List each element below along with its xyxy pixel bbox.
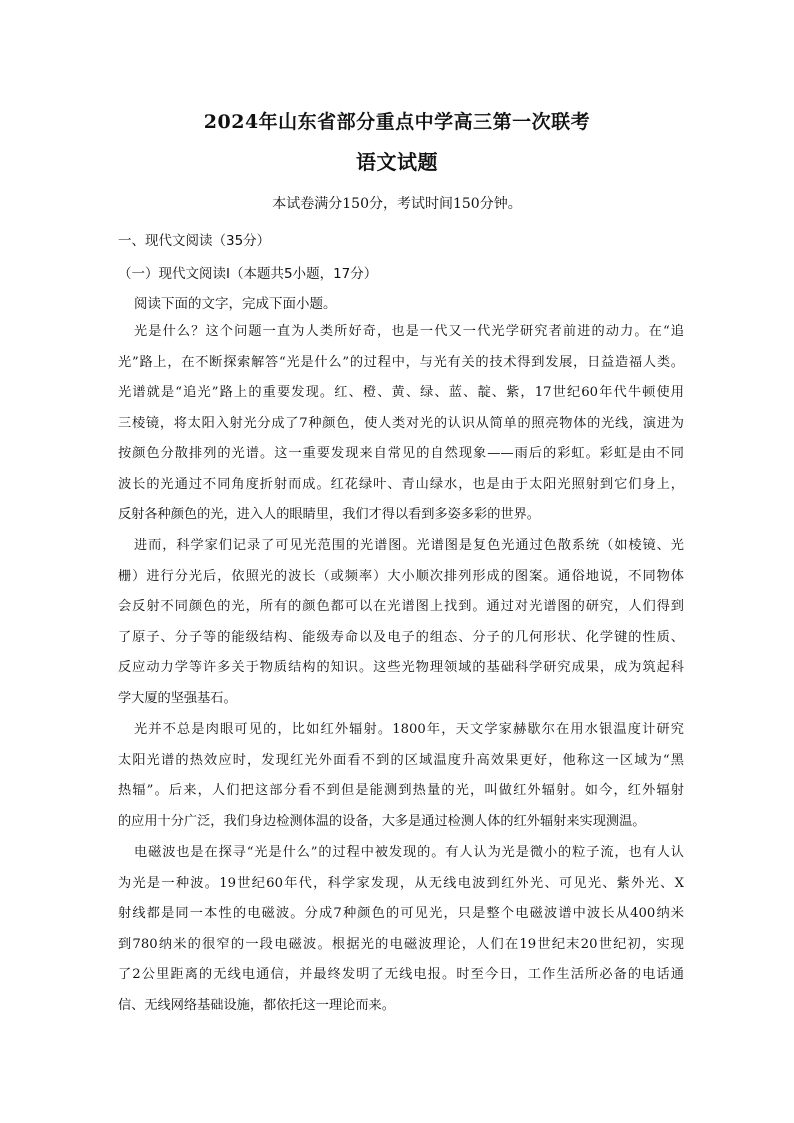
paragraph-line: 反射各种颜色的光，进入人的眼睛里，我们才得以看到多姿多彩的世界。	[118, 507, 540, 522]
paragraph-line: 光并不总是肉眼可见的，比如红外辐射。1800年，天文学家赫歇尔在用水银温度计研究	[134, 722, 684, 737]
paragraph-line: 的应用十分广泛，我们身边检测体温的设备，大多是通过检测人体的红外辐射来实现测温。	[118, 813, 646, 829]
paragraph-line: 光是什么？这个问题一直为人类所好奇，也是一代又一代光学研究者前进的动力。在“追	[134, 324, 684, 339]
subject-title: 语文试题	[356, 150, 438, 174]
paragraph-line: 太阳光谱的热效应时，发现红光外面看不到的区域温度升高效果更好，他称这一区域为“黑	[118, 752, 684, 768]
paragraph-1	[118, 317, 684, 531]
exam-info: 本试卷满分150分，考试时间150分钟。	[272, 196, 522, 212]
reading-instruction: 阅读下面的文字，完成下面小题。	[134, 296, 337, 312]
paragraph-3	[118, 715, 684, 837]
section-heading: 一、现代文阅读（35分）	[118, 233, 271, 249]
paragraph-line: 射线都是同一本性的电磁波。分成7种颜色的可见光，只是整个电磁波谱中波长从400纳米	[118, 906, 684, 921]
paragraph-line: 了原子、分子等的能级结构、能级寿命以及电子的组态、分子的几何形状、化学键的性质、	[118, 629, 684, 645]
paragraph-line: 信、无线网络基础设施，都依托这一理论而来。	[118, 997, 395, 1013]
paragraph-2	[118, 531, 684, 714]
paragraph-line: 学大厦的坚强基石。	[118, 690, 237, 706]
paragraph-4	[118, 838, 684, 1021]
paragraph-line: 反应动力学等许多关于物质结构的知识。这些光物理领域的基础科学研究成果，成为筑起科	[118, 660, 684, 675]
paragraph-line: 波长的光通过不同角度折射而成。红花绿叶、青山绿水，也是由于太阳光照射到它们身上，	[118, 476, 684, 492]
paragraph-line: 按颜色分散排列的光谱。这一重要发现来自常见的自然现象——雨后的彩虹。彩虹是由不同	[118, 446, 684, 461]
exam-title: 2024年山东省部分重点中学高三第一次联考	[203, 111, 591, 133]
subsection-heading: （一）现代文阅读Ⅰ（本题共5小题，17分）	[118, 266, 378, 282]
paragraph-line: 到780纳米的很窄的一段电磁波。根据光的电磁波理论，人们在19世纪末20世纪初，实现	[118, 936, 684, 952]
paragraph-line: 栅）进行分光后，依照光的波长（或频率）大小顺次排列形成的图案。通俗地说，不同物体	[118, 568, 684, 584]
paragraph-line: 为光是一种波。19世纪60年代，科学家发现，从无线电波到红外光、可见光、紫外光、X	[118, 875, 684, 891]
paragraph-line: 进而，科学家们记录了可见光范围的光谱图。光谱图是复色光通过色散系统（如棱镜、光	[134, 538, 684, 553]
paragraph-line: 热辐”。后来，人们把这部分看不到但是能测到热量的光，叫做红外辐射。如今，红外辐射	[118, 783, 684, 798]
paragraph-line: 电磁波也是在探寻“光是什么”的过程中被发现的。有人认为光是微小的粒子流，也有人认	[134, 845, 684, 860]
paragraph-line: 光谱就是“追光”路上的重要发现。红、橙、黄、绿、蓝、靛、紫，17世纪60年代牛顿使用	[118, 385, 684, 400]
paragraph-line: 三棱镜，将太阳入射光分成了7种颜色，使人类对光的认识从简单的照亮物体的光线，演进为	[118, 415, 684, 431]
paragraph-line: 了2公里距离的无线电通信，并最终发明了无线电报。时至今日，工作生活所必备的电话通	[118, 967, 684, 982]
paragraph-line: 会反射不同颜色的光，所有的颜色都可以在光谱图上找到。通过对光谱图的研究，人们得到	[118, 599, 684, 614]
paragraph-line: 光”路上，在不断探索解答“光是什么”的过程中，与光有关的技术得到发展，日益造福人类。	[118, 354, 684, 370]
